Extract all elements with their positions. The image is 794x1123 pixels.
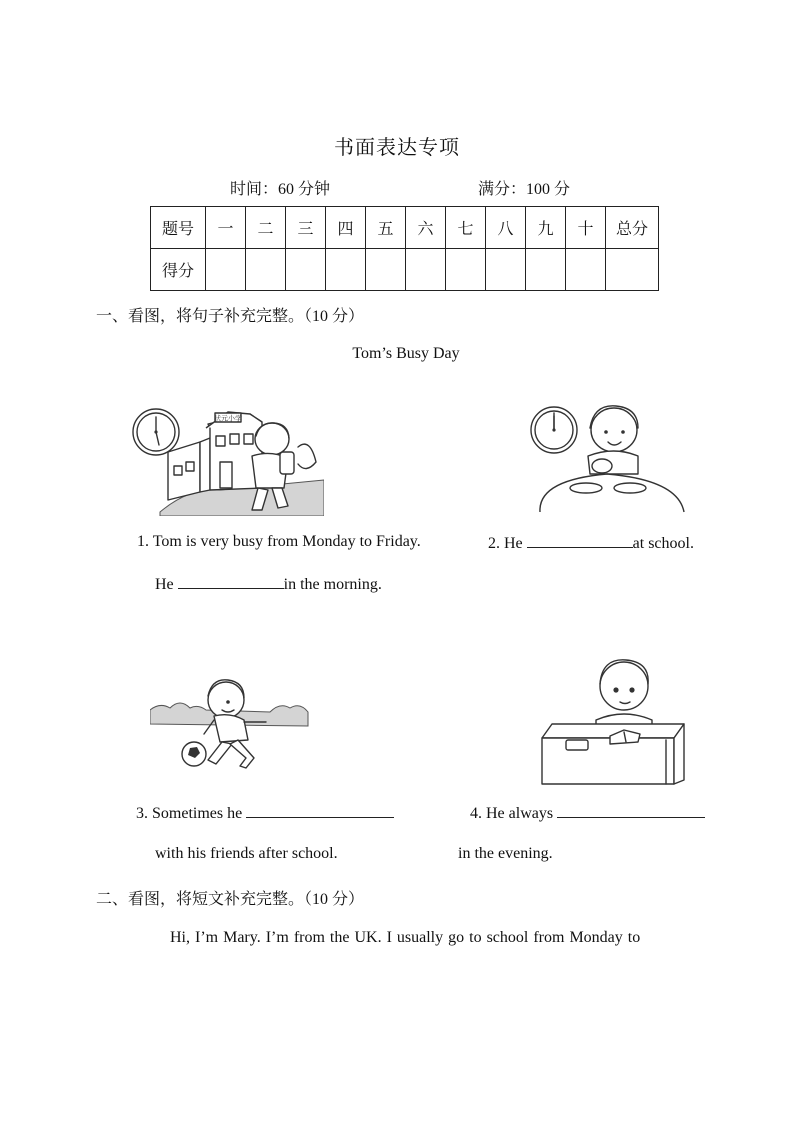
dining-table-icon [540, 474, 684, 512]
column-label: 二 [246, 207, 286, 249]
playing-football-picture [150, 676, 310, 774]
score-cell[interactable] [246, 249, 286, 291]
total-score-cell[interactable] [606, 249, 659, 291]
question-3-line-2: with his friends after school. [155, 845, 338, 862]
lunch-picture [528, 394, 686, 516]
column-label: 一 [206, 207, 246, 249]
answer-blank-1[interactable] [178, 574, 284, 589]
going-to-school-picture [130, 392, 324, 516]
column-label: 三 [286, 207, 326, 249]
passage-line-1: Hi, I’m Mary. I’m from the UK. I usually go to school from Monday to [170, 929, 641, 946]
question-2 [488, 533, 694, 553]
answer-blank-4[interactable] [557, 803, 705, 818]
question-4 [470, 803, 705, 823]
score-cell[interactable] [366, 249, 406, 291]
section2-heading: 二、看图，将短文补充完整。（10 分） [96, 891, 365, 908]
question-number-label: 题号 [151, 207, 206, 249]
question-4-line-2: in the evening. [458, 845, 553, 862]
column-label: 四 [326, 207, 366, 249]
column-label: 九 [526, 207, 566, 249]
question-4-before: 4. He always [470, 805, 554, 822]
answer-blank-3[interactable] [246, 803, 394, 818]
clock-icon [531, 407, 577, 453]
full-score: 满分：100 分 [478, 181, 571, 198]
score-cell[interactable] [446, 249, 486, 291]
total-label: 总分 [606, 207, 659, 249]
score-cell[interactable] [406, 249, 446, 291]
score-cell[interactable] [526, 249, 566, 291]
page-title: 书面表达专项 [334, 137, 460, 159]
pencil-case-icon [566, 740, 588, 750]
homework-picture [540, 656, 704, 786]
score-table-score-row [151, 249, 659, 291]
column-label: 五 [366, 207, 406, 249]
score-table-header-row [151, 207, 659, 249]
question-3-before: 3. Sometimes he [136, 805, 243, 822]
school-building-icon [168, 412, 262, 500]
question-1-before: He [155, 576, 174, 593]
football-icon [182, 742, 206, 766]
column-label: 八 [486, 207, 526, 249]
score-table [150, 206, 659, 291]
score-cell[interactable] [486, 249, 526, 291]
boy-eating-icon [588, 406, 638, 474]
boy-writing-icon [596, 660, 652, 726]
question-3 [136, 803, 394, 823]
section1-heading: 一、看图，将句子补充完整。（10 分） [96, 308, 365, 325]
question-2-after: at school. [632, 535, 694, 552]
score-cell[interactable] [566, 249, 606, 291]
question-2-before: 2. He [488, 535, 523, 552]
score-cell[interactable] [326, 249, 366, 291]
column-label: 六 [406, 207, 446, 249]
exam-time: 时间：60 分钟 [230, 181, 331, 198]
clock-icon [133, 409, 179, 455]
score-cell[interactable] [206, 249, 246, 291]
school-sign: 状元小学 [214, 414, 242, 423]
question-1-after: in the morning. [283, 576, 382, 593]
desk-icon [542, 724, 684, 784]
column-label: 七 [446, 207, 486, 249]
score-cell[interactable] [286, 249, 326, 291]
score-row-label: 得分 [151, 249, 206, 291]
answer-blank-2[interactable] [527, 533, 633, 548]
question-1-line-1: 1. Tom is very busy from Monday to Friday. [137, 533, 421, 550]
column-label: 十 [566, 207, 606, 249]
question-1-line-2 [155, 574, 382, 594]
story-title: Tom’s Busy Day [352, 345, 460, 362]
